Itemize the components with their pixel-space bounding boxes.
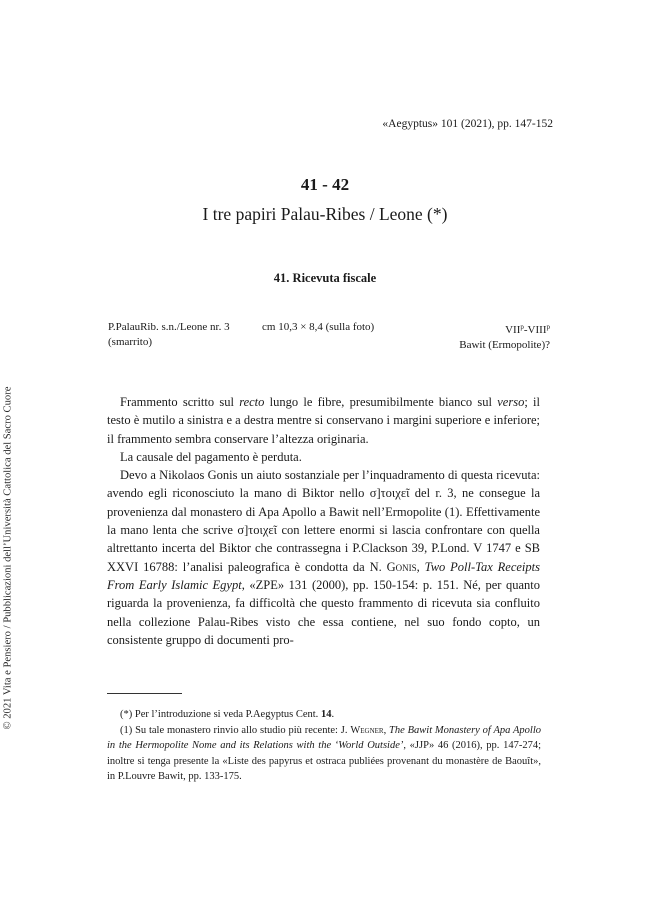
copyright-text: © 2021 Vita e Pensiero / Pubblicazioni dell’Università Cattolica del Sacro Cuore xyxy=(2,386,14,729)
paragraph-attribution: Devo a Nikolaos Gonis un aiuto sostanziale per l’inquadramento di questa ricevuta: avendo egli riconosciuto la mano di Biktor nello σ]τοιχεῖ del r. 3, ne consegue la provenienza dal monastero di Apa Apollo a Bawit nell’Ermopolite (1). Effettivamente la mano lenta che scrive σ]τοιχεῖ con lettere enormi si lascia confrontare con quella altrettanto incerta del Biktor che contrassegna i P.Clackson 39, P.Lond. V 1747 e SB XXVI 16788: l’analisi paleografica è condotta da N. Gonis, Two Poll-Tax Receipts From Early Islamic Egypt, «ZPE» 131 (2000), pp. 150-154: p. 151. Né, per quanto riguarda la provenienza, fa difficoltà che questo frammento di ricevuta sia confluito nella collezione Palau-Ribes visto che essa contiene, nel suo fondo copto, un consistente gruppo di documenti pro- xyxy=(107,468,540,647)
footnote-star: (*) Per l’introduzione si veda P.Aegyptus Cent. 14. xyxy=(120,709,335,720)
main-text xyxy=(107,393,540,649)
meta-inventory-status: (smarrito) xyxy=(108,336,152,348)
article-title: I tre papiri Palau-Ribes / Leone (*) xyxy=(202,204,448,224)
section-title: 41. Ricevuta fiscale xyxy=(273,271,377,285)
meta-date-provenance xyxy=(459,320,550,353)
journal-reference: «Aegyptus» 101 (2021), pp. 147-152 xyxy=(382,118,553,130)
meta-inventory xyxy=(108,320,230,350)
meta-dimensions: cm 10,3 × 8,4 (sulla foto) xyxy=(262,321,375,333)
meta-provenance: Bawit (Ermopolite)? xyxy=(459,339,550,351)
footnote-divider xyxy=(107,693,182,694)
paragraph-description: Frammento scritto sul recto lungo le fibre, presumibilmente bianco sul verso; il testo è mutilo a sinistra e a destra mentre si conservano i margini superiore e inferiore; il frammento sembra conservare l’altezza originaria. xyxy=(107,395,540,446)
meta-date: VII$^p$-VIII$^p$ xyxy=(505,323,550,336)
paragraph-payment: La causale del pagamento è perduta. xyxy=(120,449,302,464)
footnotes xyxy=(107,707,541,785)
copyright-side-note xyxy=(0,370,16,745)
meta-inventory-number: P.PalauRib. s.n./Leone nr. 3 xyxy=(108,321,230,333)
footnote-1: (1) Su tale monastero rinvio allo studio più recente: J. Wegner, The Bawit Monastery of Apa Apollo in the Hermopolite Nome and its Relations with the ‘World Outside’, «JJP» 46 (2016), pp. 147-274; inoltre si tenga presente la «Liste des papyrus et ostraca publiées provenant du monastère de Baouît», in P.Louvre Bawit, pp. 133-175. xyxy=(107,724,542,782)
document-number: 41 - 42 xyxy=(300,175,350,194)
